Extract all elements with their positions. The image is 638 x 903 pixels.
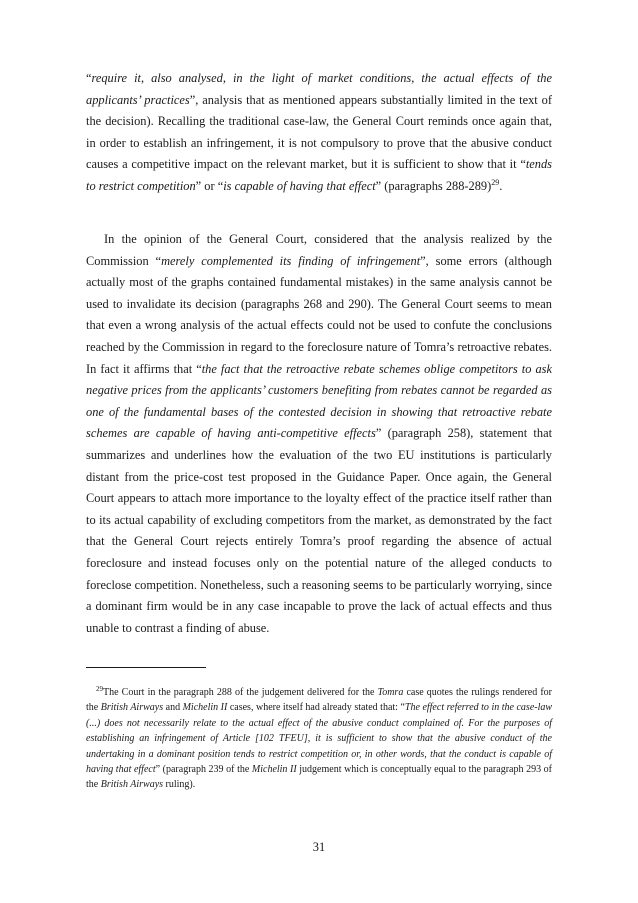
footnote-text: ruling). — [163, 779, 196, 791]
footnote-separator — [86, 667, 206, 668]
italic-quote: require it, also analysed, in the light of market conditions, the actual effects of the applicants’ practices — [86, 71, 552, 107]
italic-quote: merely complemented its finding of infringement — [161, 253, 421, 268]
paragraph-text: ”, some errors (although actually most of the graphs contained fundamental mistakes) in the same analysis cannot be used to invalidate its decision (paragraphs 268 and 290). The General Court seems to mean that even a wrong analysis of the actual effects could not be used to confute the conclusions reached by the Commission in regard to the foreclosure nature of Tomra’s retroactive rebates. In fact it affirms that “ — [86, 253, 552, 376]
italic-quote: The effect referred to in the case-law (...) does not necessarily relate to the actual effect of the abusive conduct complained of. For the purposes of establishing an infringement of Article [102 TFEU], it is sufficient to show that the abusive conduct of the undertaking in a dominant position tends to restrict competition or, in other words, that the conduct is capable of having that effect — [86, 702, 553, 776]
footnote-number: 29 — [96, 685, 103, 693]
footnote — [86, 685, 552, 793]
italic-case-name: British Airways — [100, 702, 164, 714]
italic-case-name: Tomra — [377, 687, 404, 698]
body-paragraph-2 — [86, 229, 552, 639]
italic-quote: the fact that the retroactive rebate schemes oblige competitors to ask negative prices from the applicants’ customers benefiting from rebates cannot be regarded as one of the fundamental bases of the contested decision in showing that retroactive rebate schemes are capable of having anti-competitive effects — [86, 361, 552, 441]
italic-case-name: Michelin II — [182, 702, 228, 714]
footnote-reference[interactable]: 29 — [491, 177, 500, 187]
italic-quote: is capable of having that effect — [223, 178, 376, 193]
page-number: 31 — [312, 840, 326, 854]
paragraph-text: In the opinion of the General Court, considered that the analysis realized by the Commission “ — [86, 232, 552, 268]
paragraph-text: ” (paragraph 258), statement that summarizes and underlines how the evaluation of the two EU institutions is particularly distant from the price-cost test proposed in the Guidance Paper. Once again, the General Court appears to attach more importance to the loyalty effect of the practice itself rather than to its actual capability of excluding competitors from the market, as demonstrated by the fact that the General Court rejects entirely Tomra’s proof regarding the absence of actual foreclosure and instead focuses only on the potential nature of the alleged conducts to foreclose competition. Nonetheless, such a reasoning seems to be particularly worrying, since a dominant firm would be in any case incapable to prove the lack of actual effects and thus unable to contrast a finding of abuse. — [86, 426, 553, 635]
paragraph-text: ” (paragraphs 288-289) — [375, 178, 492, 193]
paragraph-text: . — [499, 178, 503, 193]
paragraph-text: ” or “ — [195, 178, 224, 193]
footnote-text: case quotes the rulings rendered for the — [86, 687, 552, 714]
body-paragraph-1: “require it, also analysed, in the light of market conditions, the actual effects of the applicants’ practices”, analysis that as mentioned appears substantially limited in the text of the decision). Recalling the traditional case-law, the General Court reminds once again that, in order to establish an infringement, it is not compulsory to prove that the abusive conduct causes a competitive impact on the relevant market, but it is sufficient to show that it “tends to restrict competition” or “is capable of having that effect” (paragraphs 288-289)$^{29}$. — [86, 71, 552, 193]
footnote-text: cases, where itself had already stated that: “ — [227, 702, 405, 714]
footnote-text: judgement which is conceptually equal to the paragraph 293 of the — [86, 764, 552, 791]
italic-case-name: Michelin II — [251, 764, 297, 776]
italic-quote: tends to restrict competition — [86, 157, 552, 193]
footnote-text: ” (paragraph 239 of the — [155, 764, 252, 776]
italic-case-name: British Airways — [100, 779, 164, 791]
footnote-text: and — [163, 702, 183, 714]
paragraph-text: ”, analysis that as mentioned appears substantially limited in the text of the decision). Recalling the traditional case-law, the General Court reminds once again that, in order to establish an infringement, it is not compulsory to prove that the abusive conduct causes a competitive impact on the relevant market, but it is sufficient to show that it “ — [86, 92, 552, 172]
footnote-text: The Court in the paragraph 288 of the judgement delivered for the — [103, 687, 378, 698]
